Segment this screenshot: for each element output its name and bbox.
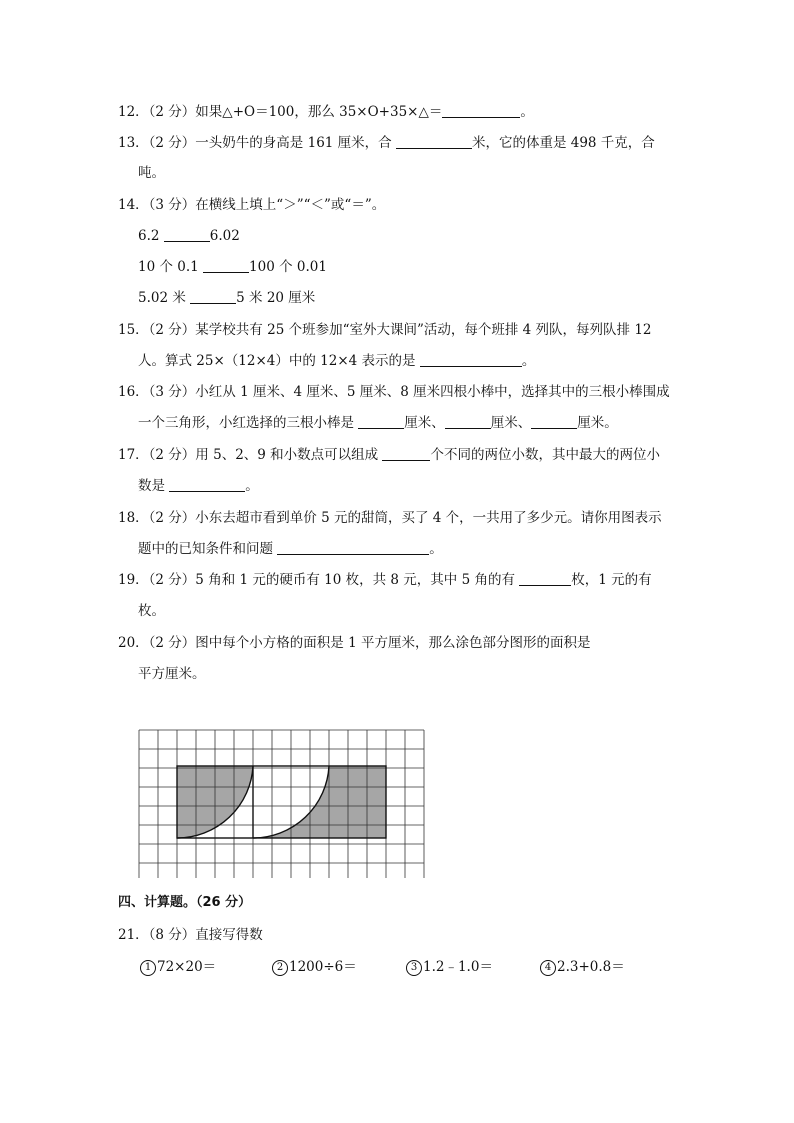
comparison-item: 5.02 米 5 米 20 厘米 (138, 290, 316, 306)
question-18: 18．（2 分）小东去超市看到单价 5 元的甜筒，买了 4 个，一共用了多少元。请你用图表示 (118, 510, 662, 526)
question-13: 13．（2 分）一头奶牛的身高是 161 厘米，合 米，它的体重是 498 千克，合 (118, 135, 655, 151)
question-18-line2: 题中的已知条件和问题 。 (138, 541, 443, 557)
answer-blank (396, 134, 472, 149)
answer-blank (382, 446, 430, 461)
answer-blank (277, 540, 429, 555)
question-17-line2: 数是 。 (138, 478, 259, 494)
calc-item: 3 1.2﹣1.0＝ (406, 957, 493, 977)
question-13-line2: 吨。 (138, 165, 165, 181)
question-20: 20．（2 分）图中每个小方格的面积是 1 平方厘米，那么涂色部分图形的面积是 (118, 635, 591, 651)
question-19-line2: 枚。 (138, 603, 165, 619)
question-12: 12．（2 分）如果△+O＝100，那么 35×O+35×△＝ 。 (118, 104, 534, 120)
question-14-stem: 14．（3 分）在横线上填上“＞”“＜”或“＝”。 (118, 197, 386, 213)
question-19: 19．（2 分）5 角和 1 元的硬币有 10 枚，共 8 元，其中 5 角的有 枚，1 元的有 (118, 572, 652, 588)
answer-blank (420, 352, 522, 367)
shaded-region (253, 766, 386, 838)
answer-blank (519, 571, 571, 586)
answer-blank (442, 103, 520, 118)
answer-blank (169, 477, 245, 492)
grid-figure (137, 728, 427, 878)
question-15-line2: 人。算式 25×（12×4）中的 12×4 表示的是 。 (138, 353, 536, 369)
calc-item: 2 1200÷6＝ (272, 957, 357, 977)
section-heading: 四、计算题。（26 分） (118, 895, 252, 910)
calc-item: 4 2.3+0.8＝ (540, 957, 625, 977)
answer-blank (358, 414, 404, 429)
question-21-stem: 21．（8 分）直接写得数 (118, 927, 263, 943)
answer-blank (531, 414, 577, 429)
comparison-item: 10 个 0.1 100 个 0.01 (138, 259, 327, 275)
question-16-line2: 一个三角形，小红选择的三根小棒是 厘米、 厘米、 厘米。 (138, 415, 618, 431)
question-20-line2: 平方厘米。 (138, 666, 206, 682)
question-16: 16．（3 分）小红从 1 厘米、4 厘米、5 厘米、8 厘米四根小棒中，选择其中的三根小棒围成 (118, 384, 670, 400)
answer-blank (203, 258, 249, 273)
answer-blank (164, 227, 210, 242)
answer-blank (190, 289, 236, 304)
question-17: 17．（2 分）用 5、2、9 和小数点可以组成 个不同的两位小数，其中最大的两位小 (118, 447, 660, 463)
comparison-item: 6.2 6.02 (138, 228, 240, 244)
answer-blank (445, 414, 491, 429)
calc-item: 1 72×20＝ (140, 957, 216, 977)
question-15: 15．（2 分）某学校共有 25 个班参加“室外大课间”活动，每个班排 4 列队，每列队排 12 (118, 322, 652, 338)
